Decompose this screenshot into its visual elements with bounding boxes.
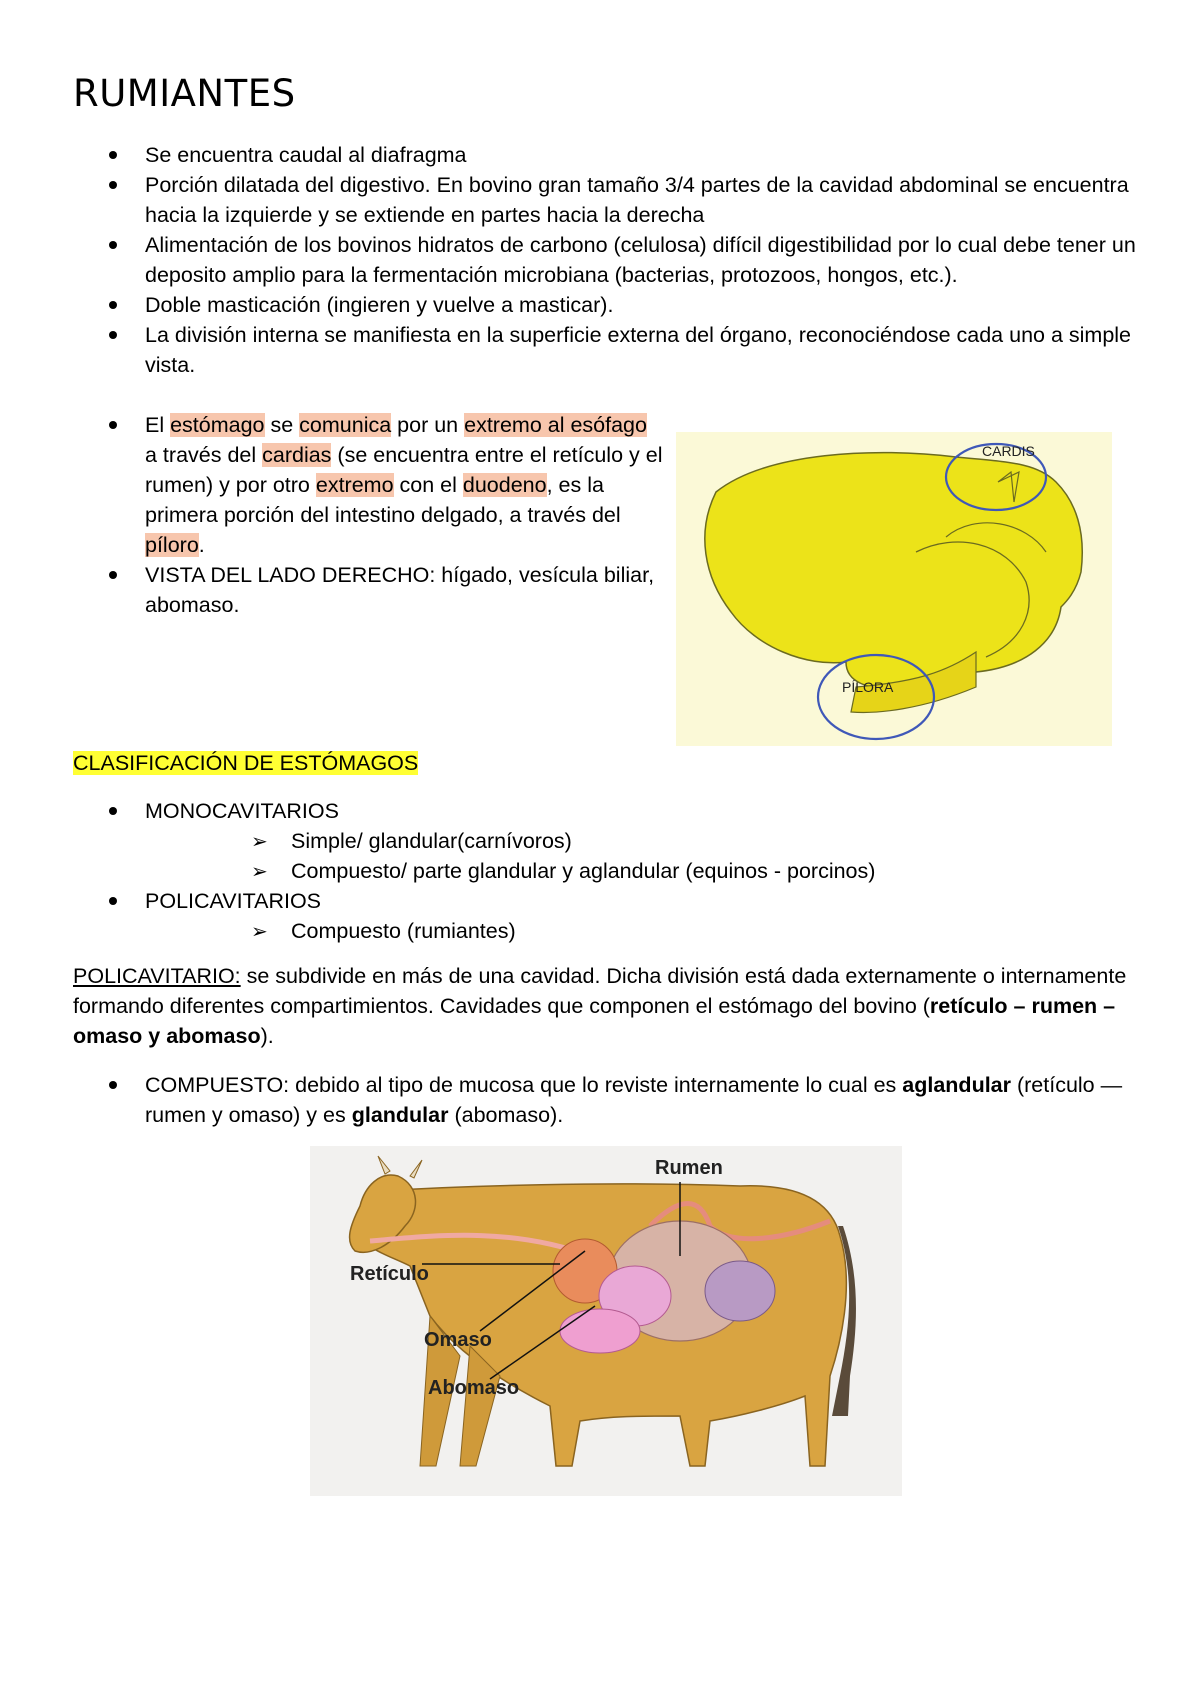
list-item: Se encuentra caudal al diafragma — [73, 140, 1143, 170]
bullet-icon — [109, 181, 117, 189]
stomach-list — [73, 410, 663, 620]
stomach-illustration — [676, 432, 1112, 746]
list-item: Porción dilatada del digestivo. En bovino gran tamaño 3/4 partes de la cavidad abdominal se encuentra hacia la izquierde y se extiende en partes hacia la derecha — [73, 170, 1143, 230]
classification-list — [73, 796, 1143, 946]
stomach-body-shape — [705, 453, 1082, 690]
bullet-icon — [109, 331, 117, 339]
list-item-stomach: El estómago se comunica por un extremo al esófago a través del cardias (se encuentra entre el retículo y el rumen) y por otro extremo con el duodeno, es la primera porción del intestino delgado, a través del píloro. — [73, 410, 663, 560]
sub-item: ➢ Compuesto/ parte glandular y aglandular (equinos - porcinos) — [73, 856, 1143, 886]
sub-item: ➢ Compuesto (rumiantes) — [73, 916, 1143, 946]
abomaso-shape — [560, 1309, 640, 1353]
list-item: Doble masticación (ingieren y vuelve a masticar). — [73, 290, 1143, 320]
classification-heading: CLASIFICACIÓN DE ESTÓMAGOS — [73, 751, 419, 775]
stomach-figure — [676, 432, 1112, 746]
cow-horn-shape — [378, 1156, 422, 1178]
list-item: Alimentación de los bovinos hidratos de carbono (celulosa) difícil digestibilidad por lo cual debe tener un deposito amplio para la fermentación microbiana (bacterias, protozoos, hongos, etc.). — [73, 230, 1143, 290]
arrow-bullet-icon: ➢ — [251, 919, 268, 943]
bullet-icon — [109, 807, 117, 815]
cow-illustration — [310, 1146, 902, 1496]
omaso-label: Omaso — [424, 1329, 492, 1351]
compuesto-list — [73, 1070, 1148, 1130]
bullet-icon — [109, 1081, 117, 1089]
bullet-icon — [109, 421, 117, 429]
intro-list — [73, 140, 1143, 380]
arrow-bullet-icon: ➢ — [251, 859, 268, 883]
abomaso-label: Abomaso — [428, 1377, 520, 1399]
list-item: La división interna se manifiesta en la superficie externa del órgano, reconociéndose cada uno a simple vista. — [73, 320, 1143, 380]
bullet-icon — [109, 301, 117, 309]
poli-sublist — [73, 916, 1143, 946]
cow-figure — [310, 1146, 902, 1496]
pilora-label: PÍLORA — [842, 679, 894, 695]
mono-sublist — [73, 826, 1143, 886]
cardis-label: CARDIS — [982, 443, 1035, 459]
arrow-bullet-icon: ➢ — [251, 829, 268, 853]
list-item-mono: MONOCAVITARIOS ➢ Simple/ glandular(carnívoros) ➢ Compuesto/ parte glandular y aglandular (equinos - porcinos) — [73, 796, 1143, 886]
rumen-label: Rumen — [655, 1157, 723, 1179]
list-item-poli: POLICAVITARIOS ➢ Compuesto (rumiantes) — [73, 886, 1143, 946]
reticulo-label: Retículo — [350, 1263, 429, 1285]
list-item-compuesto: COMPUESTO: debido al tipo de mucosa que lo reviste internamente lo cual es aglandular (retículo —rumen y omaso) y es glandular (abomaso). — [73, 1070, 1148, 1130]
bullet-icon — [109, 241, 117, 249]
sub-item: ➢ Simple/ glandular(carnívoros) — [73, 826, 1143, 856]
page-title: RUMIANTES — [73, 72, 296, 115]
list-item-right-view: VISTA DEL LADO DERECHO: hígado, vesícula biliar, abomaso. — [73, 560, 663, 620]
intestine-coils-shape — [705, 1261, 775, 1321]
policavitario-paragraph: POLICAVITARIO: se subdivide en más de una cavidad. Dicha división está dada externamente o internamente formando diferentes compartimientos. Cavidades que componen el estómago del bovino (retículo – rumen – omaso y abomaso). — [73, 964, 1127, 1048]
bullet-icon — [109, 151, 117, 159]
bullet-icon — [109, 897, 117, 905]
bullet-icon — [109, 571, 117, 579]
